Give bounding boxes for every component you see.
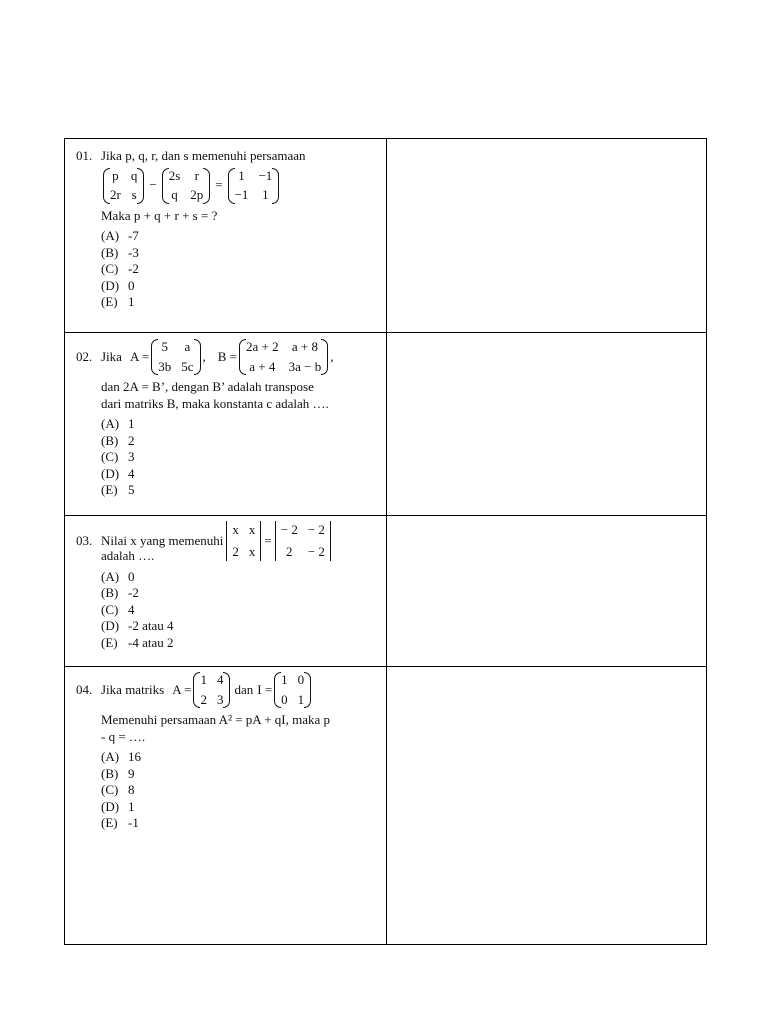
question-number: 02. xyxy=(76,348,93,364)
equals-operator: = xyxy=(264,532,272,548)
determinant: x x 2 x xyxy=(226,521,261,561)
matrix-equation xyxy=(101,168,386,204)
matrix-label: B = xyxy=(217,348,238,364)
question-text: adalah …. xyxy=(101,548,155,563)
answer-option[interactable]: (A) -7 xyxy=(101,228,139,243)
question-text: Memenuhi persamaan A² = pA + qI, maka p xyxy=(101,712,331,727)
answer-work-cell-1 xyxy=(387,139,707,333)
answer-options xyxy=(101,228,386,311)
question-intro: Jika xyxy=(101,348,122,364)
determinant: − 2 − 2 2 − 2 xyxy=(275,521,331,561)
question-text: dari matriks B, maka konstanta c adalah …. xyxy=(101,395,329,411)
answer-work-cell-3 xyxy=(387,516,707,667)
question-cell-3 xyxy=(65,516,387,667)
answer-option[interactable]: (D) 4 xyxy=(101,465,135,481)
answer-option[interactable]: (E) 5 xyxy=(101,482,135,497)
answer-option[interactable]: (C) 3 xyxy=(101,449,135,464)
minus-operator: − xyxy=(149,177,157,193)
answer-option[interactable]: (E) -1 xyxy=(101,815,139,830)
matrix: 1 4 2 3 xyxy=(193,672,230,708)
question-intro: Jika p, q, r, dan s memenuhi persamaan xyxy=(101,148,306,163)
answer-work-cell-4 xyxy=(387,667,707,945)
equals-operator: = xyxy=(215,177,223,193)
question-cell-1 xyxy=(65,139,387,333)
answer-options xyxy=(101,416,386,499)
answer-option[interactable]: (D) 1 xyxy=(101,798,135,814)
answer-option[interactable]: (C) -2 xyxy=(101,261,139,276)
matrix-label: A = xyxy=(172,681,192,697)
question-number: 04. xyxy=(76,681,93,697)
answer-option[interactable]: (A) 16 xyxy=(101,749,141,764)
matrix: p q 2r s xyxy=(103,168,144,204)
question-intro: Nilai x yang memenuhi xyxy=(101,532,224,548)
answer-work-cell-2 xyxy=(387,333,707,516)
question-table xyxy=(64,138,707,945)
matrix: 5 a 3b 5c xyxy=(151,339,200,375)
question-row-1 xyxy=(65,139,707,333)
question-text: dan 2A = B’, dengan B’ adalah transpose xyxy=(101,379,314,394)
matrix-label: I = xyxy=(257,681,273,697)
answer-option[interactable]: (A) 0 xyxy=(101,568,135,584)
answer-option[interactable]: (C) 4 xyxy=(101,601,135,617)
matrix: 1 −1 −1 1 xyxy=(228,168,280,204)
question-row-2 xyxy=(65,333,707,516)
question-number: 01. xyxy=(76,148,93,163)
answer-option[interactable]: (A) 1 xyxy=(101,416,135,431)
matrix-label: A = xyxy=(129,348,150,364)
question-number: 03. xyxy=(76,532,93,548)
answer-options xyxy=(101,569,386,652)
matrix: 2a + 2 a + 8 a + 4 3a − b xyxy=(239,339,328,375)
question-intro: Jika matriks xyxy=(101,681,165,697)
question-row-4 xyxy=(65,667,707,945)
answer-option[interactable]: (B) -3 xyxy=(101,244,139,260)
question-row-3 xyxy=(65,516,707,667)
answer-option[interactable]: (B) 2 xyxy=(101,432,135,448)
question-cell-2 xyxy=(65,333,387,516)
matrix-equation: 02. Jika A = 5 a 3b 5c , B = 2a + 2 a + 8 a + 4 3a − b , xyxy=(76,339,334,374)
answer-option[interactable]: (E) -4 atau 2 xyxy=(101,634,174,650)
answer-option[interactable]: (D) 0 xyxy=(101,277,135,293)
question-cell-4 xyxy=(65,667,387,945)
question-text: - q = …. xyxy=(101,728,146,744)
answer-option[interactable]: (B) 9 xyxy=(101,765,135,781)
answer-options xyxy=(101,749,386,832)
matrix: 1 0 0 1 xyxy=(274,672,311,708)
answer-option[interactable]: (E) 1 xyxy=(101,294,135,309)
answer-option[interactable]: (C) 8 xyxy=(101,782,135,797)
answer-option[interactable]: (B) -2 xyxy=(101,585,139,600)
answer-option[interactable]: (D) -2 atau 4 xyxy=(101,618,174,633)
question-text: Maka p + q + r + s = ? xyxy=(101,207,218,223)
matrix-equation: 04. Jika matriks A = 1 4 2 3 dan I = 1 0 0 1 xyxy=(76,672,386,708)
matrix: 2s r q 2p xyxy=(162,168,211,204)
